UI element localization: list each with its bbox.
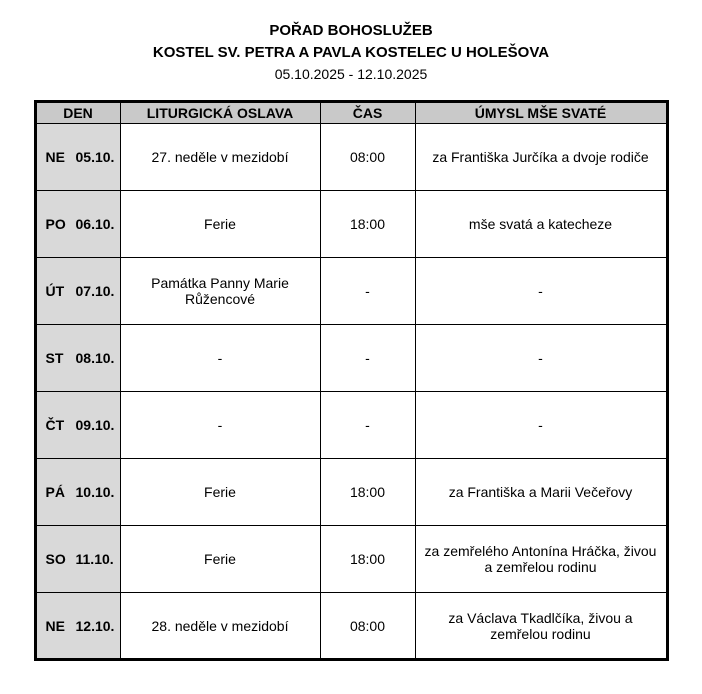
intention-cell: za zemřelého Antonína Hráčka, živou a zemřelou rodinu [415, 526, 667, 593]
time-cell: 18:00 [320, 459, 415, 526]
intention-cell: - [415, 392, 667, 459]
time-cell: - [320, 325, 415, 392]
day-abbrev: ST [45, 350, 64, 366]
day-date: 10.10. [75, 484, 115, 500]
day-date: 11.10. [75, 551, 114, 567]
celebration-cell: Ferie [120, 526, 320, 593]
column-header-cas: ČAS [320, 102, 415, 124]
table-row [35, 191, 667, 258]
day-date: 08.10. [75, 350, 115, 366]
celebration-cell: 27. neděle v mezidobí [120, 124, 320, 191]
table-row [35, 392, 667, 459]
time-cell: - [320, 392, 415, 459]
day-cell [35, 593, 120, 660]
day-date: 12.10. [75, 617, 115, 634]
day-abbrev: NE [45, 617, 65, 634]
table-row [35, 593, 667, 660]
table-row [35, 124, 667, 191]
day-cell [35, 526, 120, 593]
table-row [35, 459, 667, 526]
day-cell [35, 258, 120, 325]
column-header-liturgicka-oslava: LITURGICKÁ OSLAVA [120, 102, 320, 124]
intention-cell: mše svatá a katecheze [415, 191, 667, 258]
date-range: 05.10.2025 - 12.10.2025 [274, 66, 428, 82]
intention-cell: - [415, 258, 667, 325]
table-header-row [35, 102, 667, 124]
day-abbrev: SO [45, 551, 66, 567]
page-title: POŘAD BOHOSLUŽEB [269, 22, 433, 39]
intention-cell: - [415, 325, 667, 392]
celebration-cell: Ferie [120, 459, 320, 526]
time-cell: 18:00 [320, 526, 415, 593]
celebration-cell: - [120, 392, 320, 459]
day-cell [35, 191, 120, 258]
intention-cell: za Františka a Marii Večeřovy [415, 459, 667, 526]
time-cell: 18:00 [320, 191, 415, 258]
table-row [35, 325, 667, 392]
time-cell: - [320, 258, 415, 325]
celebration-cell: 28. neděle v mezidobí [120, 593, 320, 660]
day-date: 09.10. [75, 417, 115, 433]
title-block [0, 20, 702, 84]
day-abbrev: PÁ [45, 484, 65, 500]
day-date: 06.10. [75, 216, 115, 232]
time-cell: 08:00 [320, 593, 415, 660]
day-cell [35, 459, 120, 526]
table-row [35, 258, 667, 325]
intention-cell: za Václava Tkadlčíka, živou a zemřelou rodinu [415, 593, 667, 660]
column-header-umysl-mse-svate: ÚMYSL MŠE SVATÉ [415, 102, 667, 124]
day-cell [35, 392, 120, 459]
page-subtitle: KOSTEL SV. PETRA A PAVLA KOSTELEC U HOLEŠOVA [152, 44, 550, 61]
day-abbrev: NE [45, 149, 65, 165]
day-abbrev: ÚT [45, 283, 65, 299]
celebration-cell: Památka Panny Marie Růžencové [120, 258, 320, 325]
celebration-cell: Ferie [120, 191, 320, 258]
day-date: 07.10. [75, 283, 115, 299]
schedule-table [34, 100, 669, 661]
day-cell [35, 124, 120, 191]
day-cell [35, 325, 120, 392]
column-header-den: DEN [35, 102, 120, 124]
day-abbrev: ČT [45, 417, 65, 433]
table-row [35, 526, 667, 593]
day-abbrev: PO [45, 216, 66, 232]
intention-cell: za Františka Jurčíka a dvoje rodiče [415, 124, 667, 191]
schedule-table-body [35, 124, 667, 660]
day-date: 05.10. [75, 149, 115, 165]
time-cell: 08:00 [320, 124, 415, 191]
celebration-cell: - [120, 325, 320, 392]
